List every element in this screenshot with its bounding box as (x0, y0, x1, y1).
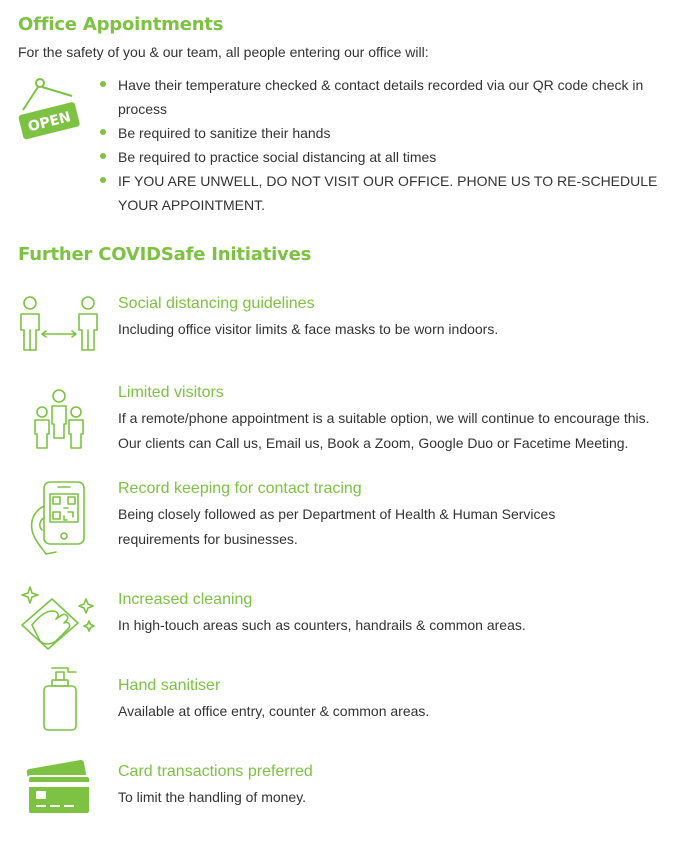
initiative-title: Limited visitors (118, 384, 224, 401)
initiative-title: Increased cleaning (118, 591, 253, 608)
list-item: Have their temperature checked & contact details recorded via our QR code check in process (100, 73, 680, 121)
initiative-description (118, 406, 683, 456)
description-line: Our clients can Call us, Email us, Book a Zoom, Google Duo or Facetime Meeting. (118, 435, 629, 451)
family-visitors-icon (28, 388, 90, 452)
list-item: Be required to sanitize their hands (100, 121, 680, 145)
initiatives-heading: Further COVIDSafe Initiatives (18, 244, 312, 265)
initiative-item-increased-cleaning (118, 589, 683, 638)
initiative-title: Record keeping for contact tracing (118, 480, 362, 497)
open-sign-icon (14, 76, 84, 142)
list-item: Be required to practice social distancing at all times (100, 145, 680, 169)
description-line: Being closely followed as per Department of Health & Human Services (118, 506, 556, 522)
social-distancing-icon (12, 294, 106, 354)
initiative-item-card-transactions (118, 761, 683, 810)
initiative-item-limited-visitors (118, 382, 683, 456)
office-rules-list (100, 73, 680, 217)
cleaning-hand-icon (18, 585, 98, 651)
open-sign-text: OPEN (26, 109, 73, 136)
initiative-title: Social distancing guidelines (118, 295, 315, 312)
initiative-item-social-distancing (118, 293, 683, 342)
initiative-description: Including office visitor limits & face masks to be worn indoors. (118, 321, 499, 337)
description-line: If a remote/phone appointment is a suitable option, we will continue to encourage this. (118, 410, 650, 426)
initiative-title: Hand sanitiser (118, 677, 221, 694)
initiative-title: Card transactions preferred (118, 763, 313, 780)
hand-sanitiser-icon (40, 664, 82, 734)
intro-text: For the safety of you & our team, all people entering our office will: (18, 44, 429, 60)
qr-phone-icon (26, 478, 92, 558)
initiative-item-record-keeping (118, 478, 683, 552)
description-line: requirements for businesses. (118, 531, 298, 547)
initiative-description: To limit the handling of money. (118, 789, 307, 805)
initiative-description: In high-touch areas such as counters, handrails & common areas. (118, 617, 526, 633)
initiative-description (118, 502, 683, 552)
list-item: IF YOU ARE UNWELL, DO NOT VISIT OUR OFFICE. PHONE US TO RE-SCHEDULE YOUR APPOINTMENT. (100, 169, 680, 217)
office-appointments-heading: Office Appointments (18, 14, 224, 35)
initiative-description: Available at office entry, counter & common areas. (118, 703, 430, 719)
initiative-item-hand-sanitiser (118, 675, 683, 724)
credit-card-icon (24, 758, 96, 816)
